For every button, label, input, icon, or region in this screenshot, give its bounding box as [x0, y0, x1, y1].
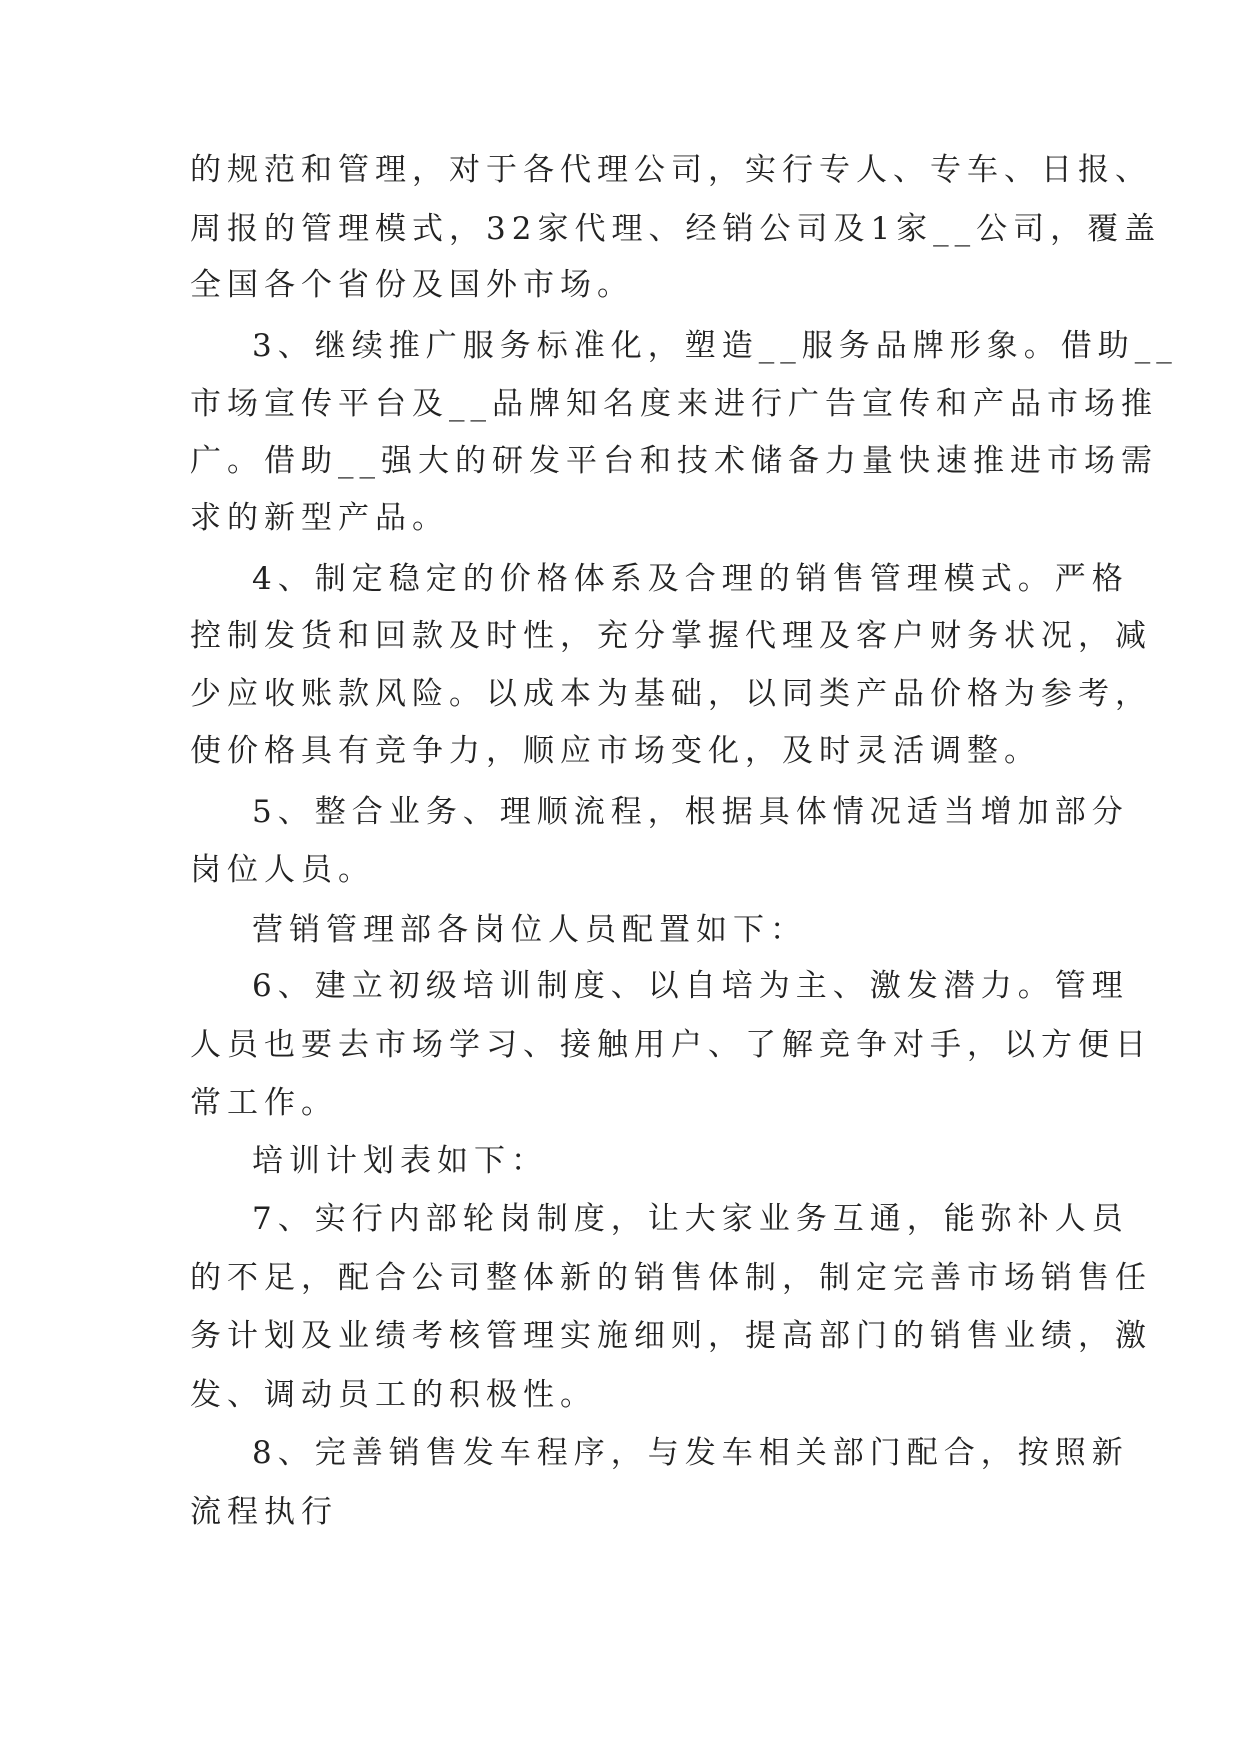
text-line: 的不足，配合公司整体新的销售体制，制定完善市场销售任 — [190, 1260, 1152, 1296]
paragraph-start-line: 6、建立初级培训制度、以自培为主、激发潜力。管理 — [252, 968, 1129, 1004]
text-line: 岗位人员。 — [190, 852, 375, 888]
text-line: 人员也要去市场学习、接触用户、了解竞争对手，以方便日 — [190, 1027, 1152, 1063]
text-line: 务计划及业绩考核管理实施细则，提高部门的销售业绩，激 — [190, 1318, 1152, 1354]
paragraph-start-line: 8、完善销售发车程序，与发车相关部门配合，按照新 — [252, 1435, 1129, 1471]
text-line: 广。借助__强大的研发平台和技术储备力量快速推进市场需 — [190, 443, 1158, 479]
paragraph-start-line: 5、整合业务、理顺流程，根据具体情况适当增加部分 — [252, 794, 1129, 830]
paragraph-start-line: 营销管理部各岗位人员配置如下： — [252, 912, 807, 948]
paragraph-start-line: 3、继续推广服务标准化，塑造__服务品牌形象。借助__ — [252, 328, 1178, 364]
text-line: 少应收账款风险。以成本为基础，以同类产品价格为参考， — [190, 676, 1152, 712]
text-line: 全国各个省份及国外市场。 — [190, 267, 634, 303]
text-line: 使价格具有竞争力，顺应市场变化，及时灵活调整。 — [190, 733, 1041, 769]
paragraph-start-line: 7、实行内部轮岗制度，让大家业务互通，能弥补人员 — [252, 1201, 1129, 1237]
text-line: 常工作。 — [190, 1085, 338, 1121]
text-line: 发、调动员工的积极性。 — [190, 1377, 597, 1413]
text-line: 市场宣传平台及__品牌知名度来进行广告宣传和产品市场推 — [190, 386, 1158, 422]
text-line: 控制发货和回款及时性，充分掌握代理及客户财务状况，减 — [190, 618, 1152, 654]
text-line: 流程执行 — [190, 1494, 338, 1530]
paragraph-start-line: 培训计划表如下： — [252, 1143, 548, 1179]
text-line: 的规范和管理，对于各代理公司，实行专人、专车、日报、 — [190, 152, 1152, 188]
text-line: 周报的管理模式，32家代理、经销公司及1家__公司，覆盖 — [190, 211, 1162, 247]
text-line: 求的新型产品。 — [190, 500, 449, 536]
paragraph-start-line: 4、制定稳定的价格体系及合理的销售管理模式。严格 — [252, 561, 1129, 597]
